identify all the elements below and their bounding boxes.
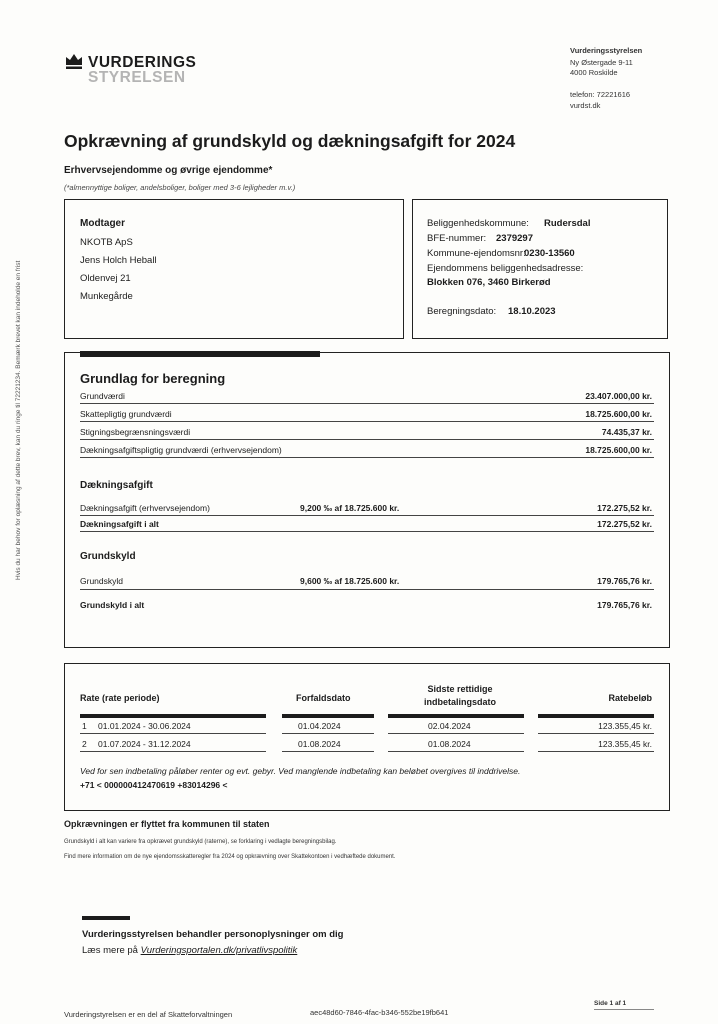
sender-address1: Ny Østergade 9-11	[570, 58, 633, 67]
landtax-row-label: Grundskyld	[80, 576, 123, 586]
municipality-value: Rudersdal	[544, 218, 591, 229]
basis-row-value: 18.725.600,00 kr.	[585, 445, 652, 455]
row-divider	[80, 403, 654, 404]
footer-id: aec48d60-7846-4fac-b346-552be19fb641	[310, 1008, 449, 1017]
rate-period: 01.01.2024 - 30.06.2024	[98, 721, 191, 731]
coverage-total-label: Dækningsafgift i alt	[80, 519, 159, 529]
row-divider	[282, 733, 374, 734]
privacy-prefix: Læs mere på	[82, 945, 141, 956]
footer-page: Side 1 af 1	[594, 1000, 627, 1007]
row-divider	[80, 439, 654, 440]
rate-amount: 123.355,45 kr.	[598, 721, 652, 731]
payment-note: Ved for sen indbetaling påløber renter og evt. gebyr. Ved manglende indbetaling kan beløbet overgives til inddrivelse.	[80, 766, 521, 776]
crown-logo-icon	[64, 51, 84, 71]
row-divider	[538, 751, 654, 752]
col-rule	[282, 714, 374, 718]
row-divider	[282, 751, 374, 752]
rate-due: 01.04.2024	[298, 721, 341, 731]
sender-address2: 4000 Roskilde	[570, 68, 618, 77]
privacy-text	[82, 945, 297, 956]
privacy-heading: Vurderingsstyrelsen behandler personoplysninger om dig	[82, 929, 344, 940]
row-divider	[80, 515, 654, 516]
coverage-row-rate: 9,200 ‰ af 18.725.600 kr.	[300, 503, 400, 513]
address-label: Ejendommens beliggenhedsadresse:	[427, 263, 584, 274]
row-divider	[80, 457, 654, 458]
row-divider	[80, 421, 654, 422]
basis-row-label: Dækningsafgiftspligtig grundværdi (erhvervsejendom)	[80, 445, 282, 455]
coverage-heading: Dækningsafgift	[80, 480, 153, 491]
row-divider	[80, 751, 266, 752]
basis-row-label: Grundværdi	[80, 391, 125, 401]
calc-header-bar	[80, 351, 320, 357]
landtax-row-value: 179.765,76 kr.	[597, 576, 652, 586]
rate-last: 02.04.2024	[428, 721, 471, 731]
subtitle-note: (*almennyttige boliger, andelsboliger, boliger med 3-6 lejligheder m.v.)	[64, 183, 296, 192]
col-amount-header: Ratebeløb	[608, 693, 652, 703]
logo-text-line2: STYRELSEN	[88, 69, 186, 86]
logo-text-line1: VURDERINGS	[88, 54, 197, 71]
sender-phone: telefon: 72221616	[570, 90, 631, 99]
basis-row-value: 74.435,37 kr.	[601, 427, 652, 437]
basis-row-value: 23.407.000,00 kr.	[585, 391, 652, 401]
row-divider	[80, 733, 266, 734]
moved-line2: Find mere information om de nye ejendomsskatteregler fra 2024 og opkrævning over Skattekontoen i vedhæftede dokument.	[64, 854, 396, 860]
recipient-line: NKOTB ApS	[80, 237, 133, 248]
sender-web: vurdst.dk	[570, 101, 601, 110]
basis-row-value: 18.725.600,00 kr.	[585, 409, 652, 419]
kommune-ejd-value: 0230-13560	[524, 248, 575, 259]
col-rule	[388, 714, 524, 718]
col-due-header: Forfaldsdato	[296, 693, 351, 703]
page-title: Opkrævning af grundskyld og dækningsafgift for 2024	[64, 131, 516, 151]
rate-number: 1	[82, 721, 87, 731]
basis-row-label: Skattepligtig grundværdi	[80, 409, 172, 419]
address-value: Blokken 076, 3460 Birkerød	[427, 277, 551, 288]
footer-page-rule	[594, 1009, 654, 1010]
col-last-header: Sidste rettidige indbetalingsdato	[424, 684, 496, 707]
kommune-ejd-label: Kommune-ejendomsnr:	[427, 248, 526, 259]
footer-left: Vurderingstyrelsen er en del af Skatteforvaltningen	[64, 1010, 233, 1019]
row-divider	[388, 751, 524, 752]
rate-period: 01.07.2024 - 31.12.2024	[98, 739, 191, 749]
coverage-total-value: 172.275,52 kr.	[597, 519, 652, 529]
col-rule	[538, 714, 654, 718]
row-divider	[538, 733, 654, 734]
coverage-row-value: 172.275,52 kr.	[597, 503, 652, 513]
calc-date-label: Beregningsdato:	[427, 306, 497, 317]
landtax-row-rate: 9,600 ‰ af 18.725.600 kr.	[300, 576, 400, 586]
col-rate-header: Rate (rate periode)	[80, 693, 160, 703]
row-divider	[80, 589, 654, 590]
moved-line1: Grundskyld i alt kan variere fra opkrævet grundskyld (raterne), se forklaring i vedlagte beregningsbilag.	[64, 839, 337, 845]
landtax-heading: Grundskyld	[80, 551, 136, 562]
side-note: Hvis du har behov for oplæsning af dette brev, kan du ringe til 72221234. Bemærk brevet kan indeholde en frist	[15, 260, 22, 580]
coverage-row-label: Dækningsafgift (erhvervsejendom)	[80, 503, 210, 513]
bfe-label: BFE-nummer:	[427, 233, 487, 244]
recipient-line: Munkegårde	[80, 291, 133, 302]
rate-number: 2	[82, 739, 87, 749]
municipality-label: Beliggenhedskommune:	[427, 218, 529, 229]
basis-row-label: Stigningsbegrænsningsværdi	[80, 427, 191, 437]
recipient-heading: Modtager	[80, 218, 125, 229]
rate-amount: 123.355,45 kr.	[598, 739, 652, 749]
subtitle: Erhvervsejendomme og øvrige ejendomme*	[64, 165, 273, 176]
moved-heading: Opkrævningen er flyttet fra kommunen til staten	[64, 819, 270, 829]
bfe-value: 2379297	[496, 233, 533, 244]
privacy-link[interactable]: Vurderingsportalen.dk/privatlivspolitik	[140, 945, 298, 956]
payment-code: +71 < 000000412470619 +83014296 <	[80, 780, 228, 790]
rate-due: 01.08.2024	[298, 739, 341, 749]
recipient-line: Oldenvej 21	[80, 273, 131, 284]
sender-name: Vurderingsstyrelsen	[570, 46, 643, 55]
row-divider	[80, 531, 654, 532]
calc-date-value: 18.10.2023	[508, 306, 556, 317]
rate-last: 01.08.2024	[428, 739, 471, 749]
recipient-line: Jens Holch Heball	[80, 255, 157, 266]
privacy-rule	[82, 916, 130, 920]
landtax-total-value: 179.765,76 kr.	[597, 600, 652, 610]
landtax-total-label: Grundskyld i alt	[80, 600, 145, 610]
basis-heading: Grundlag for beregning	[80, 371, 226, 386]
col-rule	[80, 714, 266, 718]
row-divider	[388, 733, 524, 734]
